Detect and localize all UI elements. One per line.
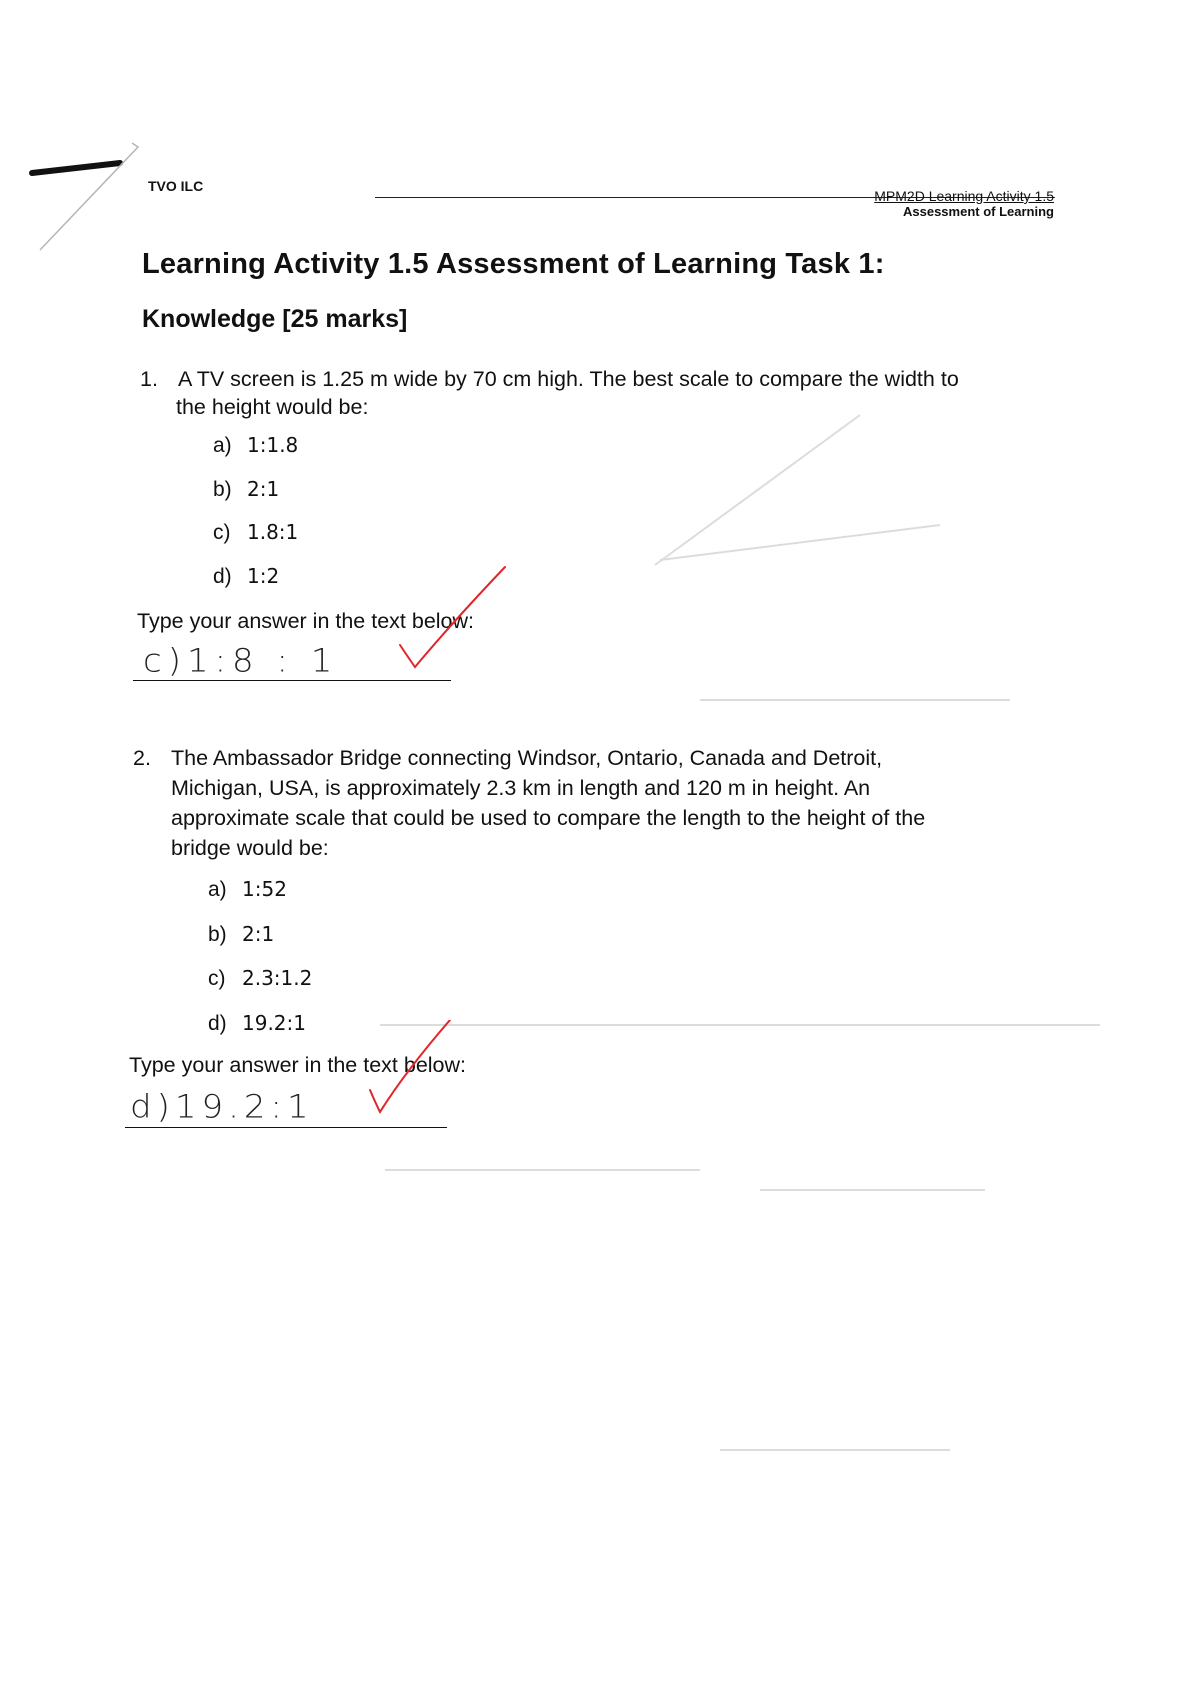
question-number: 1. <box>140 367 158 391</box>
option-value: 1:52 <box>242 877 287 901</box>
question-text-line: A TV screen is 1.25 m wide by 70 cm high. The best scale to compare the width to <box>178 367 959 391</box>
check-mark-icon <box>390 565 510 675</box>
header-course <box>874 188 1054 220</box>
option-value: 2:1 <box>247 476 280 501</box>
answer-field-1[interactable]: c)1:8 : 1 <box>143 642 339 680</box>
question-2 <box>133 744 1133 864</box>
option-letter: c) <box>213 521 231 544</box>
question-text-line: the height would be: <box>176 395 369 419</box>
option-letter: b) <box>213 477 232 501</box>
question-1-options <box>213 433 298 607</box>
option-b[interactable] <box>208 922 312 967</box>
option-letter: d) <box>208 1011 227 1035</box>
option-d[interactable] <box>213 564 298 608</box>
answer-prompt: Type your answer in the text below: <box>137 609 475 633</box>
option-value: 1:2 <box>247 563 280 588</box>
option-b[interactable] <box>213 477 298 521</box>
question-text-line: Michigan, USA, is approximately 2.3 km in length and 120 m in height. An <box>171 776 871 800</box>
question-text-line: The Ambassador Bridge connecting Windsor, Ontario, Canada and Detroit, <box>171 746 883 770</box>
corner-pen-stroke-icon <box>20 135 150 265</box>
header-org: TVO ILC <box>148 178 204 194</box>
option-value: 19.2:1 <box>242 1010 306 1035</box>
option-value: 2.3:1.2 <box>242 966 313 990</box>
header-course-line2: Assessment of Learning <box>903 204 1054 219</box>
option-value: 1.8:1 <box>247 520 299 544</box>
answer-underline <box>133 680 451 681</box>
option-value: 1:1.8 <box>247 433 299 457</box>
option-d[interactable] <box>208 1011 312 1056</box>
option-letter: b) <box>208 922 227 946</box>
check-mark-icon <box>360 1020 460 1120</box>
option-letter: d) <box>213 564 232 588</box>
option-a[interactable] <box>213 433 298 477</box>
answer-underline <box>125 1127 447 1128</box>
header-course-line1: MPM2D Learning Activity 1.5 <box>874 188 1054 204</box>
question-text-line: approximate scale that could be used to compare the length to the height of the <box>171 806 926 830</box>
option-letter: a) <box>213 434 232 457</box>
option-letter: c) <box>208 967 226 990</box>
question-number: 2. <box>133 746 151 770</box>
option-letter: a) <box>208 878 227 901</box>
question-1 <box>140 365 1140 425</box>
question-text-line: bridge would be: <box>171 836 329 860</box>
option-c[interactable] <box>213 520 298 564</box>
answer-prompt: Type your answer in the text below: <box>129 1053 467 1077</box>
option-c[interactable] <box>208 966 312 1011</box>
option-value: 2:1 <box>242 921 275 946</box>
option-a[interactable] <box>208 877 312 922</box>
section-subtitle: Knowledge [25 marks] <box>142 305 408 333</box>
question-2-options <box>208 877 312 1055</box>
answer-field-2[interactable]: d)19.2:1 <box>130 1088 314 1126</box>
page-title: Learning Activity 1.5 Assessment of Learning Task 1: <box>142 248 885 280</box>
